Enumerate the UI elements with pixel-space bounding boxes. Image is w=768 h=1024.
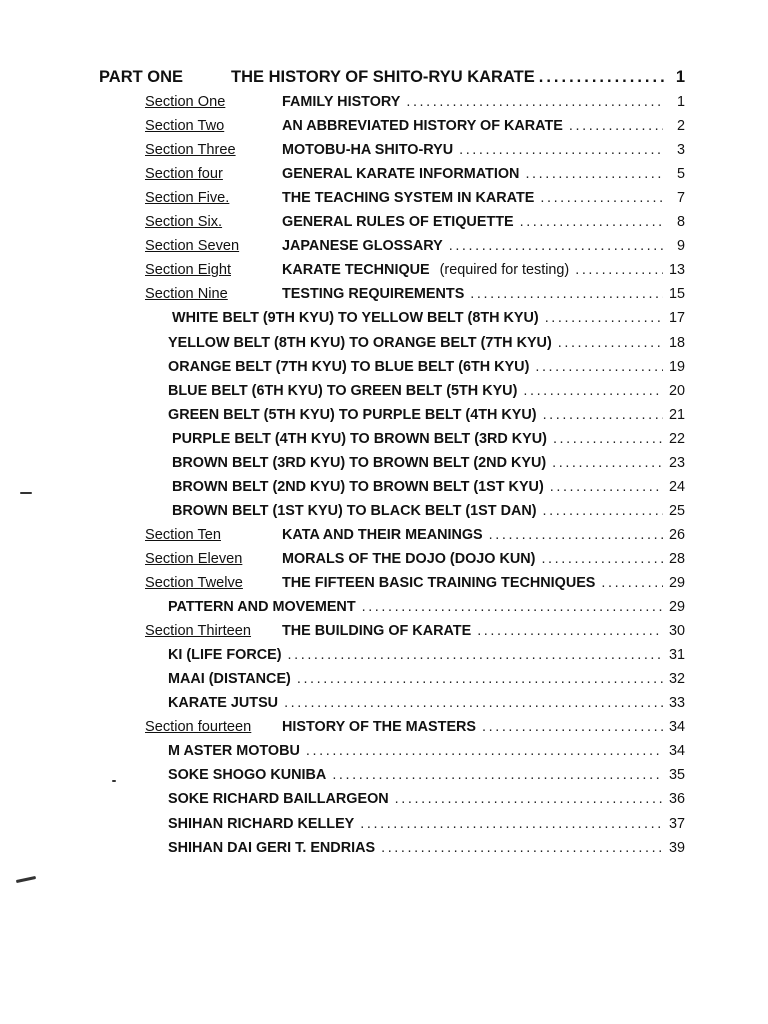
dot-leader: [360, 815, 663, 833]
dot-leader: [449, 237, 663, 255]
entry-title: KI (LIFE FORCE): [168, 647, 282, 664]
section-label: Section Ten: [145, 526, 221, 543]
section-label: Section Eleven: [145, 550, 243, 567]
entry-title: MORALS OF THE DOJO (DOJO KUN): [282, 550, 536, 567]
section-label: Section Thirteen: [145, 623, 252, 640]
section-label: Section Two: [145, 118, 225, 135]
toc-subentry-row: [168, 404, 685, 426]
toc-subentry-row: [168, 668, 685, 690]
toc-section-row: [145, 235, 685, 257]
entry-title: GREEN BELT (5TH KYU) TO PURPLE BELT (4TH KYU): [168, 406, 537, 423]
page-number: 30: [669, 623, 686, 640]
entry-title: MOTOBU-HA SHITO-RYU: [282, 142, 454, 159]
toc-subentry-row: [168, 813, 685, 835]
toc-section-row: [145, 163, 685, 185]
page-number: 29: [669, 599, 686, 616]
entry-title: MAAI (DISTANCE): [168, 671, 291, 688]
toc-subentry-row: [168, 837, 685, 859]
part-page-number: 1: [675, 67, 685, 86]
dot-leader: [459, 141, 663, 159]
page-number: 8: [676, 214, 685, 231]
dot-leader: [545, 309, 663, 327]
page-number: 24: [669, 478, 686, 495]
dot-leader: [540, 189, 663, 207]
page-number: 2: [676, 118, 685, 135]
entry-title: M ASTER MOTOBU: [168, 743, 300, 760]
section-label: Section Nine: [145, 286, 228, 303]
page-number: 17: [669, 310, 686, 327]
toc-section-row: [145, 259, 685, 281]
page-number: 20: [669, 382, 686, 399]
part-label: PART ONE: [99, 67, 184, 86]
entry-title: SOKE RICHARD BAILLARGEON: [168, 791, 389, 808]
dot-leader: [550, 478, 663, 496]
page-number: 13: [669, 262, 686, 279]
entry-title: KARATE TECHNIQUE: [282, 262, 430, 279]
entry-title: THE BUILDING OF KARATE: [282, 623, 472, 640]
page-number: 9: [676, 238, 685, 255]
dot-leader: [406, 93, 663, 111]
entry-title: YELLOW BELT (8TH KYU) TO ORANGE BELT (7TH KYU): [168, 334, 552, 351]
toc-subentry-row: [172, 307, 685, 329]
entry-title: ORANGE BELT (7TH KYU) TO BLUE BELT (6TH KYU): [168, 358, 530, 375]
entry-title: AN ABBREVIATED HISTORY OF KARATE: [282, 118, 563, 135]
section-label: Section four: [145, 166, 223, 183]
scan-speck: [16, 876, 36, 883]
entry-title: JAPANESE GLOSSARY: [282, 238, 443, 255]
toc-subentry-row: [168, 332, 685, 354]
toc-subentry-row: [172, 500, 685, 522]
page-number: 25: [669, 502, 686, 519]
entry-title: THE TEACHING SYSTEM IN KARATE: [282, 190, 535, 207]
entry-title: BROWN BELT (2ND KYU) TO BROWN BELT (1ST KYU): [172, 478, 544, 495]
section-label: Section One: [145, 94, 226, 110]
entry-title: WHITE BELT (9TH KYU) TO YELLOW BELT (8TH KYU): [172, 310, 539, 327]
page-number: 22: [669, 430, 686, 447]
page-number: 26: [669, 526, 686, 543]
toc-subentry-row: [168, 740, 685, 762]
section-label: Section Seven: [145, 238, 240, 255]
toc-section-row: [145, 548, 685, 570]
dot-leader: [552, 454, 663, 472]
dot-leader: [477, 622, 663, 640]
toc-subentry-row: [168, 692, 685, 714]
toc-section-row: [145, 620, 685, 642]
entry-title: PURPLE BELT (4TH KYU) TO BROWN BELT (3RD KYU): [172, 430, 547, 447]
page-number: 29: [669, 575, 686, 591]
page-number: 1: [676, 94, 685, 110]
dot-leader: [470, 285, 663, 303]
toc-subentry-row: [168, 596, 685, 618]
dot-leader: [362, 598, 663, 616]
dot-leader: [569, 117, 663, 135]
entry-title: GENERAL RULES OF ETIQUETTE: [282, 214, 514, 231]
toc-section-row: [145, 211, 685, 233]
dot-leader: [543, 502, 663, 520]
dot-leader: [539, 67, 667, 87]
page-number: 37: [669, 815, 686, 832]
dot-leader: [601, 574, 663, 592]
page-number: 15: [669, 286, 686, 303]
entry-title: KARATE JUTSU: [168, 695, 279, 712]
page-number: 7: [676, 190, 685, 207]
dot-leader: [297, 670, 663, 688]
entry-title: GENERAL KARATE INFORMATION: [282, 166, 520, 183]
page-number: 34: [669, 743, 686, 760]
dot-leader: [520, 213, 663, 231]
dot-leader: [284, 694, 663, 712]
dot-leader: [553, 430, 663, 448]
toc-subentry-row: [168, 356, 685, 378]
toc-subentry-row: [168, 380, 685, 402]
toc-section-row: [145, 716, 685, 738]
page-number: 23: [669, 454, 686, 471]
page-number: 5: [676, 166, 685, 183]
entry-title: BLUE BELT (6TH KYU) TO GREEN BELT (5TH KYU): [168, 382, 518, 399]
dot-leader: [558, 334, 663, 352]
dot-leader: [525, 165, 663, 183]
page-number: 3: [676, 142, 685, 159]
section-label: Section Six.: [145, 214, 223, 231]
part-title: THE HISTORY OF SHITO-RYU KARATE: [231, 67, 535, 86]
toc-section-row: [145, 139, 685, 161]
page-number: 39: [669, 839, 686, 856]
toc-subentry-row: [172, 428, 685, 450]
entry-title: PATTERN AND MOVEMENT: [168, 599, 356, 616]
part-heading: [99, 65, 685, 89]
dot-leader: [395, 790, 663, 808]
dot-leader: [332, 766, 663, 784]
page-number: 32: [669, 671, 686, 688]
page-number: 21: [669, 406, 686, 423]
page-number: 31: [669, 647, 686, 664]
toc-section-row: [145, 115, 685, 137]
dot-leader: [543, 406, 663, 424]
dot-leader: [575, 261, 663, 279]
page-number: 33: [669, 695, 686, 712]
dot-leader: [523, 382, 663, 400]
entry-title: TESTING REQUIREMENTS: [282, 286, 465, 303]
page-number: 34: [669, 719, 686, 736]
toc-subentry-row: [168, 644, 685, 666]
toc-subentry-row: [168, 764, 685, 786]
page-number: 36: [669, 791, 686, 808]
section-label: Section Twelve: [145, 575, 243, 591]
entry-title: KATA AND THEIR MEANINGS: [282, 526, 483, 543]
scan-speck: [112, 780, 116, 782]
toc-section-row: [145, 283, 685, 305]
dot-leader: [288, 646, 663, 664]
entry-title: SOKE SHOGO KUNIBA: [168, 767, 327, 784]
page-number: 35: [669, 767, 686, 784]
dot-leader: [381, 839, 663, 857]
dot-leader: [306, 742, 663, 760]
toc-subentry-row: [168, 788, 685, 810]
dot-leader: [489, 526, 663, 544]
toc-section-row: [145, 91, 685, 113]
dot-leader: [541, 550, 663, 568]
entry-title: SHIHAN DAI GERI T. ENDRIAS: [168, 839, 376, 856]
page-number: 19: [669, 358, 686, 375]
entry-title: BROWN BELT (3RD KYU) TO BROWN BELT (2ND KYU): [172, 454, 547, 471]
toc-section-row: [145, 187, 685, 209]
entry-title: SHIHAN RICHARD KELLEY: [168, 815, 355, 832]
toc-subentry-row: [172, 476, 685, 498]
page-number: 28: [669, 550, 686, 567]
toc-section-row: [145, 524, 685, 546]
entry-title: FAMILY HISTORY: [282, 94, 401, 110]
section-label: Section fourteen: [145, 719, 252, 736]
entry-title: HISTORY OF THE MASTERS: [282, 719, 477, 736]
toc-section-row: [145, 572, 685, 594]
scan-speck: [20, 492, 32, 494]
section-label: Section Eight: [145, 262, 231, 279]
entry-title: BROWN BELT (1ST KYU) TO BLACK BELT (1ST DAN): [172, 502, 537, 519]
dot-leader: [535, 358, 663, 376]
page-number: 18: [669, 334, 686, 351]
toc-subentry-row: [172, 452, 685, 474]
entry-title: THE FIFTEEN BASIC TRAINING TECHNIQUES: [282, 575, 596, 591]
section-label: Section Five.: [145, 190, 230, 207]
entry-note: (required for testing): [439, 262, 570, 279]
dot-leader: [482, 718, 663, 736]
section-label: Section Three: [145, 142, 236, 159]
